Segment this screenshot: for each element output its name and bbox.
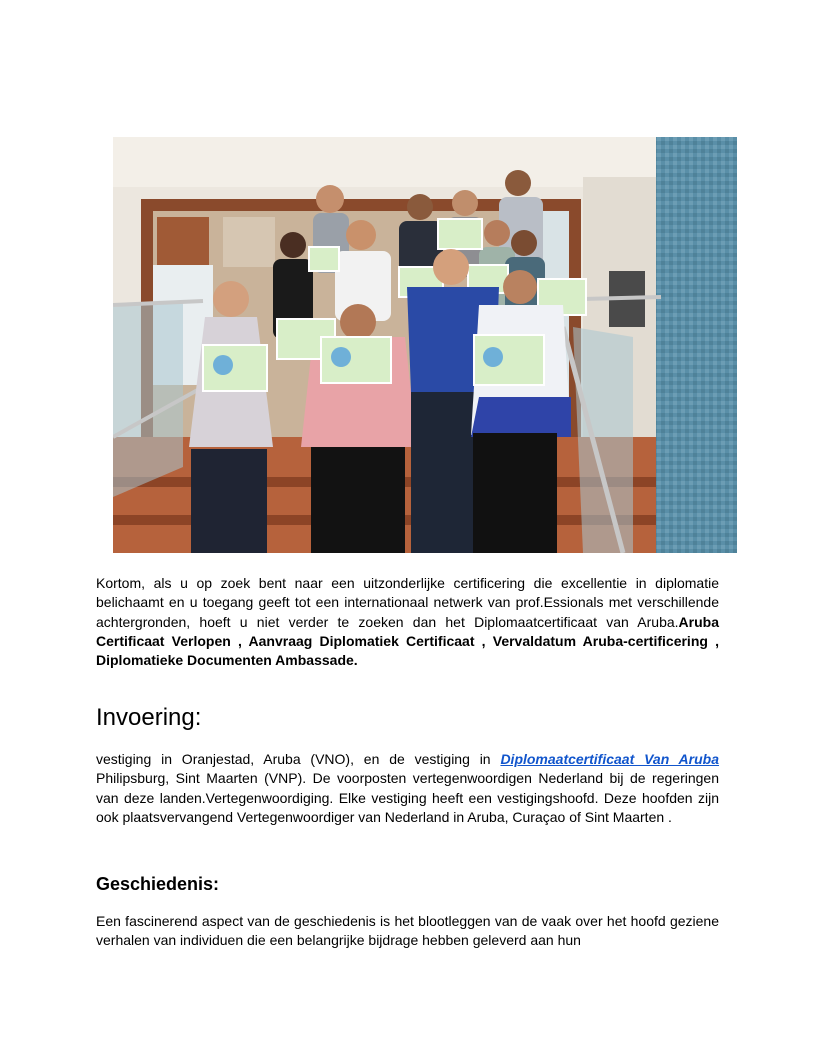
section-heading-invoering: Invoering:	[96, 704, 202, 731]
intro-paragraph	[96, 574, 719, 670]
invoering-text-after: Philipsburg, Sint Maarten (VNP). De voorposten vertegenwoordigen Nederland bij de regeringen van deze landen.Vertegenwoordiging. Elke vestiging heeft een vestigingshoofd. Deze hoofden zijn ook plaatsvervangend Vertegenwoordiger van Nederland in Aruba, Curaçao of Sint Maarten .	[96, 770, 719, 825]
group-photo-certificates-icon	[113, 137, 737, 553]
intro-paragraph-bold-keywords: Aruba Certificaat Verlopen , Aanvraag Diplomatiek Certificaat , Vervaldatum Aruba-certificering , Diplomatieke Documenten Ambassade.	[96, 613, 719, 669]
intro-paragraph-text: Kortom, als u op zoek bent naar een uitzonderlijke certificering die excellentie in diplomatie belichaamt en u toegang geeft tot een internationaal netwerk van prof.Essionals met verschillende achtergronden, hoeft u niet verder te zoeken dan het Diplomaatcertificaat van Aruba.	[96, 575, 719, 630]
invoering-paragraph	[96, 750, 719, 827]
section-heading-geschiedenis: Geschiedenis:	[96, 874, 220, 894]
geschiedenis-paragraph: Een fascinerend aspect van de geschiedenis is het blootleggen van de vaak over het hoofd geziene verhalen van individuen die een belangrijke bijdrage hebben geleverd aan hun	[96, 913, 719, 949]
invoering-text-before: vestiging in Oranjestad, Aruba (VNO), en de vestiging in	[96, 751, 501, 767]
diplomaatcertificaat-link[interactable]: Diplomaatcertificaat Van Aruba	[500, 751, 720, 767]
group-photo	[113, 137, 737, 553]
